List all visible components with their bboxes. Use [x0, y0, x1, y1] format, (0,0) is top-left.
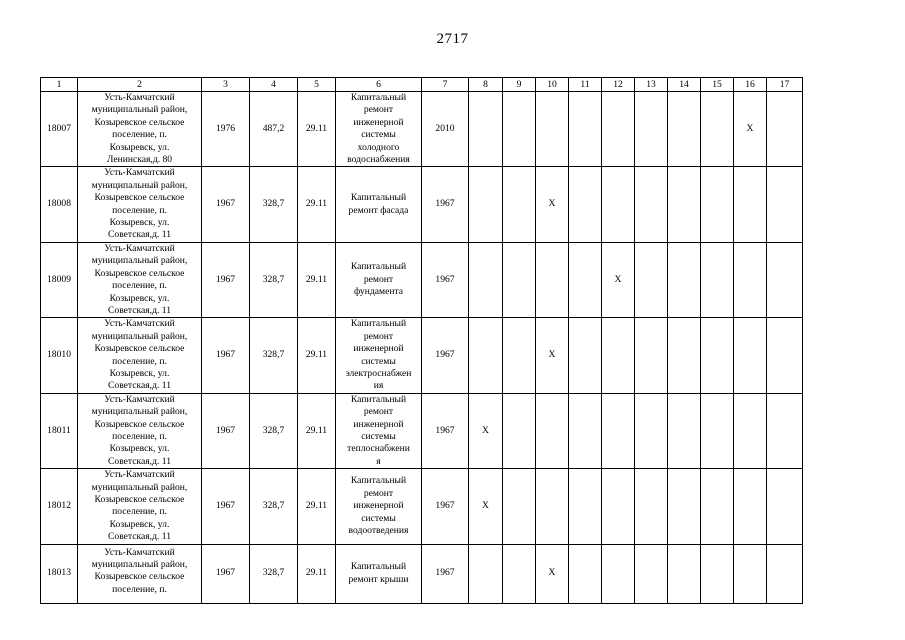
cell-year: 1976	[202, 92, 250, 167]
cell-mark-col-13	[635, 92, 668, 167]
cell-mark-col-15	[701, 92, 734, 167]
cell-mark-col-17	[767, 92, 803, 167]
cell-mark-col-11	[569, 167, 602, 242]
column-header: 5	[298, 78, 336, 92]
registry-table	[40, 77, 803, 604]
cell-year-plan: 1967	[422, 167, 469, 242]
cell-work-type-line: водоснабжения	[347, 154, 410, 166]
column-header: 10	[536, 78, 569, 92]
cell-address-line: Усть-Камчатский	[104, 393, 175, 405]
cell-area: 487,2	[250, 92, 298, 167]
cell-mark-col-13	[635, 242, 668, 317]
cell-mark-col-11	[569, 393, 602, 468]
cell-address	[78, 544, 202, 603]
cell-mark-col-8	[469, 92, 503, 167]
cell-year-plan: 1967	[422, 393, 469, 468]
cell-address-line: Советская,д. 11	[108, 531, 171, 543]
table-row	[41, 544, 803, 603]
cell-work-type-line: ремонт	[363, 330, 394, 342]
column-header: 14	[668, 78, 701, 92]
column-header: 12	[602, 78, 635, 92]
cell-mark-col-12	[602, 469, 635, 544]
cell-mark-col-11	[569, 242, 602, 317]
cell-area: 328,7	[250, 167, 298, 242]
cell-mark-col-17	[767, 167, 803, 242]
cell-address	[78, 92, 202, 167]
cell-address-line: Козыревское сельское	[94, 343, 185, 355]
cell-year: 1967	[202, 242, 250, 317]
cell-id: 18007	[41, 92, 78, 167]
cell-work-type	[336, 92, 422, 167]
cell-mark-col-16	[734, 167, 767, 242]
cell-mark-col-13	[635, 167, 668, 242]
cell-address-line: поселение, п.	[112, 280, 167, 292]
cell-address-line: поселение, п.	[112, 430, 167, 442]
cell-work-type-line: ремонт	[363, 273, 394, 285]
cell-mark-col-10	[536, 393, 569, 468]
cell-mark-col-17	[767, 544, 803, 603]
cell-address-line: Усть-Камчатский	[104, 167, 175, 179]
cell-work-type-line: Капитальный	[350, 192, 407, 204]
cell-mark-col-9	[503, 167, 536, 242]
cell-mark-col-17	[767, 318, 803, 393]
column-header: 6	[336, 78, 422, 92]
cell-mark-col-12	[602, 318, 635, 393]
cell-mark-col-12	[602, 167, 635, 242]
cell-address-line: Усть-Камчатский	[104, 242, 175, 254]
cell-address-line: поселение, п.	[112, 355, 167, 367]
cell-year: 1967	[202, 393, 250, 468]
cell-id: 18009	[41, 242, 78, 317]
cell-mark-col-8	[469, 544, 503, 603]
cell-mark-col-8	[469, 318, 503, 393]
cell-address-line: Козыревск, ул.	[109, 217, 170, 229]
cell-area: 328,7	[250, 393, 298, 468]
cell-address-line: муниципальный район,	[91, 255, 188, 267]
cell-area: 328,7	[250, 469, 298, 544]
cell-mark-col-16	[734, 318, 767, 393]
cell-work-type-line: Капитальный	[350, 393, 407, 405]
cell-mark-col-10	[536, 469, 569, 544]
column-header: 11	[569, 78, 602, 92]
column-header: 8	[469, 78, 503, 92]
cell-work-type-line: холодного	[357, 141, 400, 153]
cell-address-line: Советская,д. 11	[108, 380, 171, 392]
cell-mark-col-17	[767, 242, 803, 317]
cell-address-line: Усть-Камчатский	[104, 546, 175, 558]
cell-code: 29.11	[298, 544, 336, 603]
column-header: 1	[41, 78, 78, 92]
cell-work-type-line: инженерной	[353, 418, 404, 430]
cell-mark-col-16	[734, 242, 767, 317]
cell-id: 18008	[41, 167, 78, 242]
cell-mark-col-15	[701, 318, 734, 393]
cell-mark-col-12	[602, 92, 635, 167]
cell-address-line: Козыревское сельское	[94, 494, 185, 505]
table-row	[41, 469, 803, 544]
cell-mark-col-9	[503, 92, 536, 167]
cell-mark-col-17	[767, 393, 803, 468]
cell-code: 29.11	[298, 318, 336, 393]
cell-year: 1967	[202, 469, 250, 544]
cell-mark-col-14	[668, 544, 701, 603]
cell-address-line: муниципальный район,	[91, 330, 188, 342]
cell-mark-col-17	[767, 469, 803, 544]
cell-address-line: Советская,д. 11	[108, 304, 171, 316]
cell-id: 18012	[41, 469, 78, 544]
cell-mark-col-13	[635, 318, 668, 393]
cell-work-type-line: инженерной	[353, 343, 404, 355]
cell-work-type-line: фундамента	[353, 286, 404, 298]
cell-work-type-line: системы	[361, 512, 396, 524]
cell-work-type-line: водоотведения	[348, 525, 409, 537]
cell-year-plan: 1967	[422, 469, 469, 544]
cell-mark-col-16: X	[734, 92, 767, 167]
cell-address-line: Советская,д. 11	[108, 455, 171, 467]
cell-address-line: муниципальный район,	[91, 104, 188, 116]
cell-address-line: Козыревское сельское	[94, 192, 185, 204]
cell-mark-col-8	[469, 242, 503, 317]
cell-area: 328,7	[250, 242, 298, 317]
cell-mark-col-10: X	[536, 544, 569, 603]
cell-mark-col-12	[602, 544, 635, 603]
cell-mark-col-14	[668, 318, 701, 393]
table-body	[41, 78, 803, 604]
cell-address	[78, 318, 202, 393]
cell-work-type	[336, 393, 422, 468]
table-row	[41, 393, 803, 468]
cell-work-type	[336, 242, 422, 317]
cell-address	[78, 393, 202, 468]
cell-mark-col-12: X	[602, 242, 635, 317]
cell-mark-col-10: X	[536, 318, 569, 393]
cell-year-plan: 1967	[422, 318, 469, 393]
column-header: 9	[503, 78, 536, 92]
cell-work-type-line: я	[376, 455, 381, 467]
cell-mark-col-9	[503, 318, 536, 393]
cell-mark-col-14	[668, 167, 701, 242]
cell-mark-col-8: X	[469, 393, 503, 468]
cell-mark-col-13	[635, 393, 668, 468]
cell-mark-col-15	[701, 393, 734, 468]
cell-mark-col-16	[734, 393, 767, 468]
table-row	[41, 318, 803, 393]
cell-work-type	[336, 469, 422, 544]
cell-mark-col-14	[668, 469, 701, 544]
cell-address-line: муниципальный район,	[91, 559, 188, 571]
cell-work-type	[336, 167, 422, 242]
cell-address-line: Козыревск, ул.	[109, 292, 170, 304]
cell-address-line: Усть-Камчатский	[104, 318, 175, 330]
cell-address-line: Козыревское сельское	[94, 571, 185, 583]
cell-address-line: Козыревское сельское	[94, 267, 185, 279]
cell-address	[78, 167, 202, 242]
cell-work-type-line: теплоснабжени	[347, 443, 410, 455]
cell-address-line: Советская,д. 11	[108, 229, 171, 241]
cell-work-type-line: ремонт крыши	[348, 573, 409, 585]
cell-year: 1967	[202, 167, 250, 242]
cell-work-type-line: Капитальный	[350, 261, 407, 273]
cell-work-type-line: Капитальный	[350, 92, 407, 103]
cell-work-type-line: Капитальный	[350, 475, 407, 487]
column-number-row	[41, 78, 803, 92]
cell-address-line: Козыревск, ул.	[109, 141, 170, 153]
cell-address-line: Усть-Камчатский	[104, 469, 175, 481]
cell-id: 18013	[41, 544, 78, 603]
cell-address-line: поселение, п.	[112, 204, 167, 216]
table-row	[41, 167, 803, 242]
column-header: 2	[78, 78, 202, 92]
cell-year-plan: 2010	[422, 92, 469, 167]
cell-work-type-line: системы	[361, 129, 396, 141]
cell-year: 1967	[202, 318, 250, 393]
cell-year-plan: 1967	[422, 544, 469, 603]
cell-mark-col-8: X	[469, 469, 503, 544]
cell-code: 29.11	[298, 167, 336, 242]
column-header: 3	[202, 78, 250, 92]
cell-id: 18010	[41, 318, 78, 393]
cell-mark-col-14	[668, 242, 701, 317]
cell-mark-col-16	[734, 469, 767, 544]
cell-address-line: муниципальный район,	[91, 481, 188, 493]
cell-work-type-line: электроснабжен	[345, 367, 412, 379]
cell-mark-col-9	[503, 544, 536, 603]
cell-area: 328,7	[250, 318, 298, 393]
cell-address-line: муниципальный район,	[91, 406, 188, 418]
cell-address-line: Козыревск, ул.	[109, 518, 170, 530]
cell-mark-col-11	[569, 544, 602, 603]
cell-code: 29.11	[298, 469, 336, 544]
cell-code: 29.11	[298, 92, 336, 167]
cell-area: 328,7	[250, 544, 298, 603]
cell-mark-col-8	[469, 167, 503, 242]
cell-address-line: Козыревск, ул.	[109, 443, 170, 455]
cell-address-line: поселение, п.	[112, 506, 167, 518]
cell-mark-col-9	[503, 469, 536, 544]
cell-mark-col-16	[734, 544, 767, 603]
cell-mark-col-11	[569, 469, 602, 544]
cell-address-line: поселение, п.	[112, 129, 167, 141]
cell-mark-col-14	[668, 393, 701, 468]
column-header: 13	[635, 78, 668, 92]
cell-work-type-line: Капитальный	[350, 561, 407, 573]
cell-work-type-line: ремонт фасада	[348, 204, 409, 216]
cell-address-line: Усть-Камчатский	[104, 92, 175, 103]
cell-mark-col-11	[569, 318, 602, 393]
cell-work-type-line: ремонт	[363, 406, 394, 418]
cell-year-plan: 1967	[422, 242, 469, 317]
cell-work-type-line: ия	[373, 380, 384, 392]
column-header: 16	[734, 78, 767, 92]
cell-work-type	[336, 544, 422, 603]
cell-address-line: Козыревск, ул.	[109, 367, 170, 379]
column-header: 15	[701, 78, 734, 92]
cell-work-type-line: инженерной	[353, 500, 404, 512]
cell-mark-col-10	[536, 92, 569, 167]
cell-mark-col-13	[635, 469, 668, 544]
cell-work-type	[336, 318, 422, 393]
cell-address-line: Козыревское сельское	[94, 418, 185, 430]
column-header: 7	[422, 78, 469, 92]
cell-address-line: поселение, п.	[112, 583, 167, 595]
page-number: 2717	[436, 31, 469, 47]
cell-mark-col-15	[701, 242, 734, 317]
cell-work-type-line: инженерной	[353, 116, 404, 128]
table-row	[41, 242, 803, 317]
cell-work-type-line: Капитальный	[350, 318, 407, 330]
cell-mark-col-11	[569, 92, 602, 167]
cell-work-type-line: системы	[361, 430, 396, 442]
cell-year: 1967	[202, 544, 250, 603]
cell-work-type-line: ремонт	[363, 104, 394, 116]
cell-code: 29.11	[298, 393, 336, 468]
cell-mark-col-10	[536, 242, 569, 317]
cell-mark-col-9	[503, 242, 536, 317]
cell-mark-col-10: X	[536, 167, 569, 242]
cell-mark-col-15	[701, 544, 734, 603]
column-header: 4	[250, 78, 298, 92]
cell-code: 29.11	[298, 242, 336, 317]
cell-work-type-line: системы	[361, 355, 396, 367]
cell-mark-col-15	[701, 167, 734, 242]
cell-address-line: Ленинская,д. 80	[106, 154, 173, 166]
column-header: 17	[767, 78, 803, 92]
cell-mark-col-15	[701, 469, 734, 544]
cell-id: 18011	[41, 393, 78, 468]
cell-work-type-line: ремонт	[363, 487, 394, 499]
cell-address	[78, 469, 202, 544]
cell-address-line: Козыревское сельское	[94, 116, 185, 128]
cell-address	[78, 242, 202, 317]
cell-address-line: муниципальный район,	[91, 179, 188, 191]
cell-mark-col-9	[503, 393, 536, 468]
cell-mark-col-12	[602, 393, 635, 468]
table-row	[41, 92, 803, 167]
cell-mark-col-14	[668, 92, 701, 167]
cell-mark-col-13	[635, 544, 668, 603]
